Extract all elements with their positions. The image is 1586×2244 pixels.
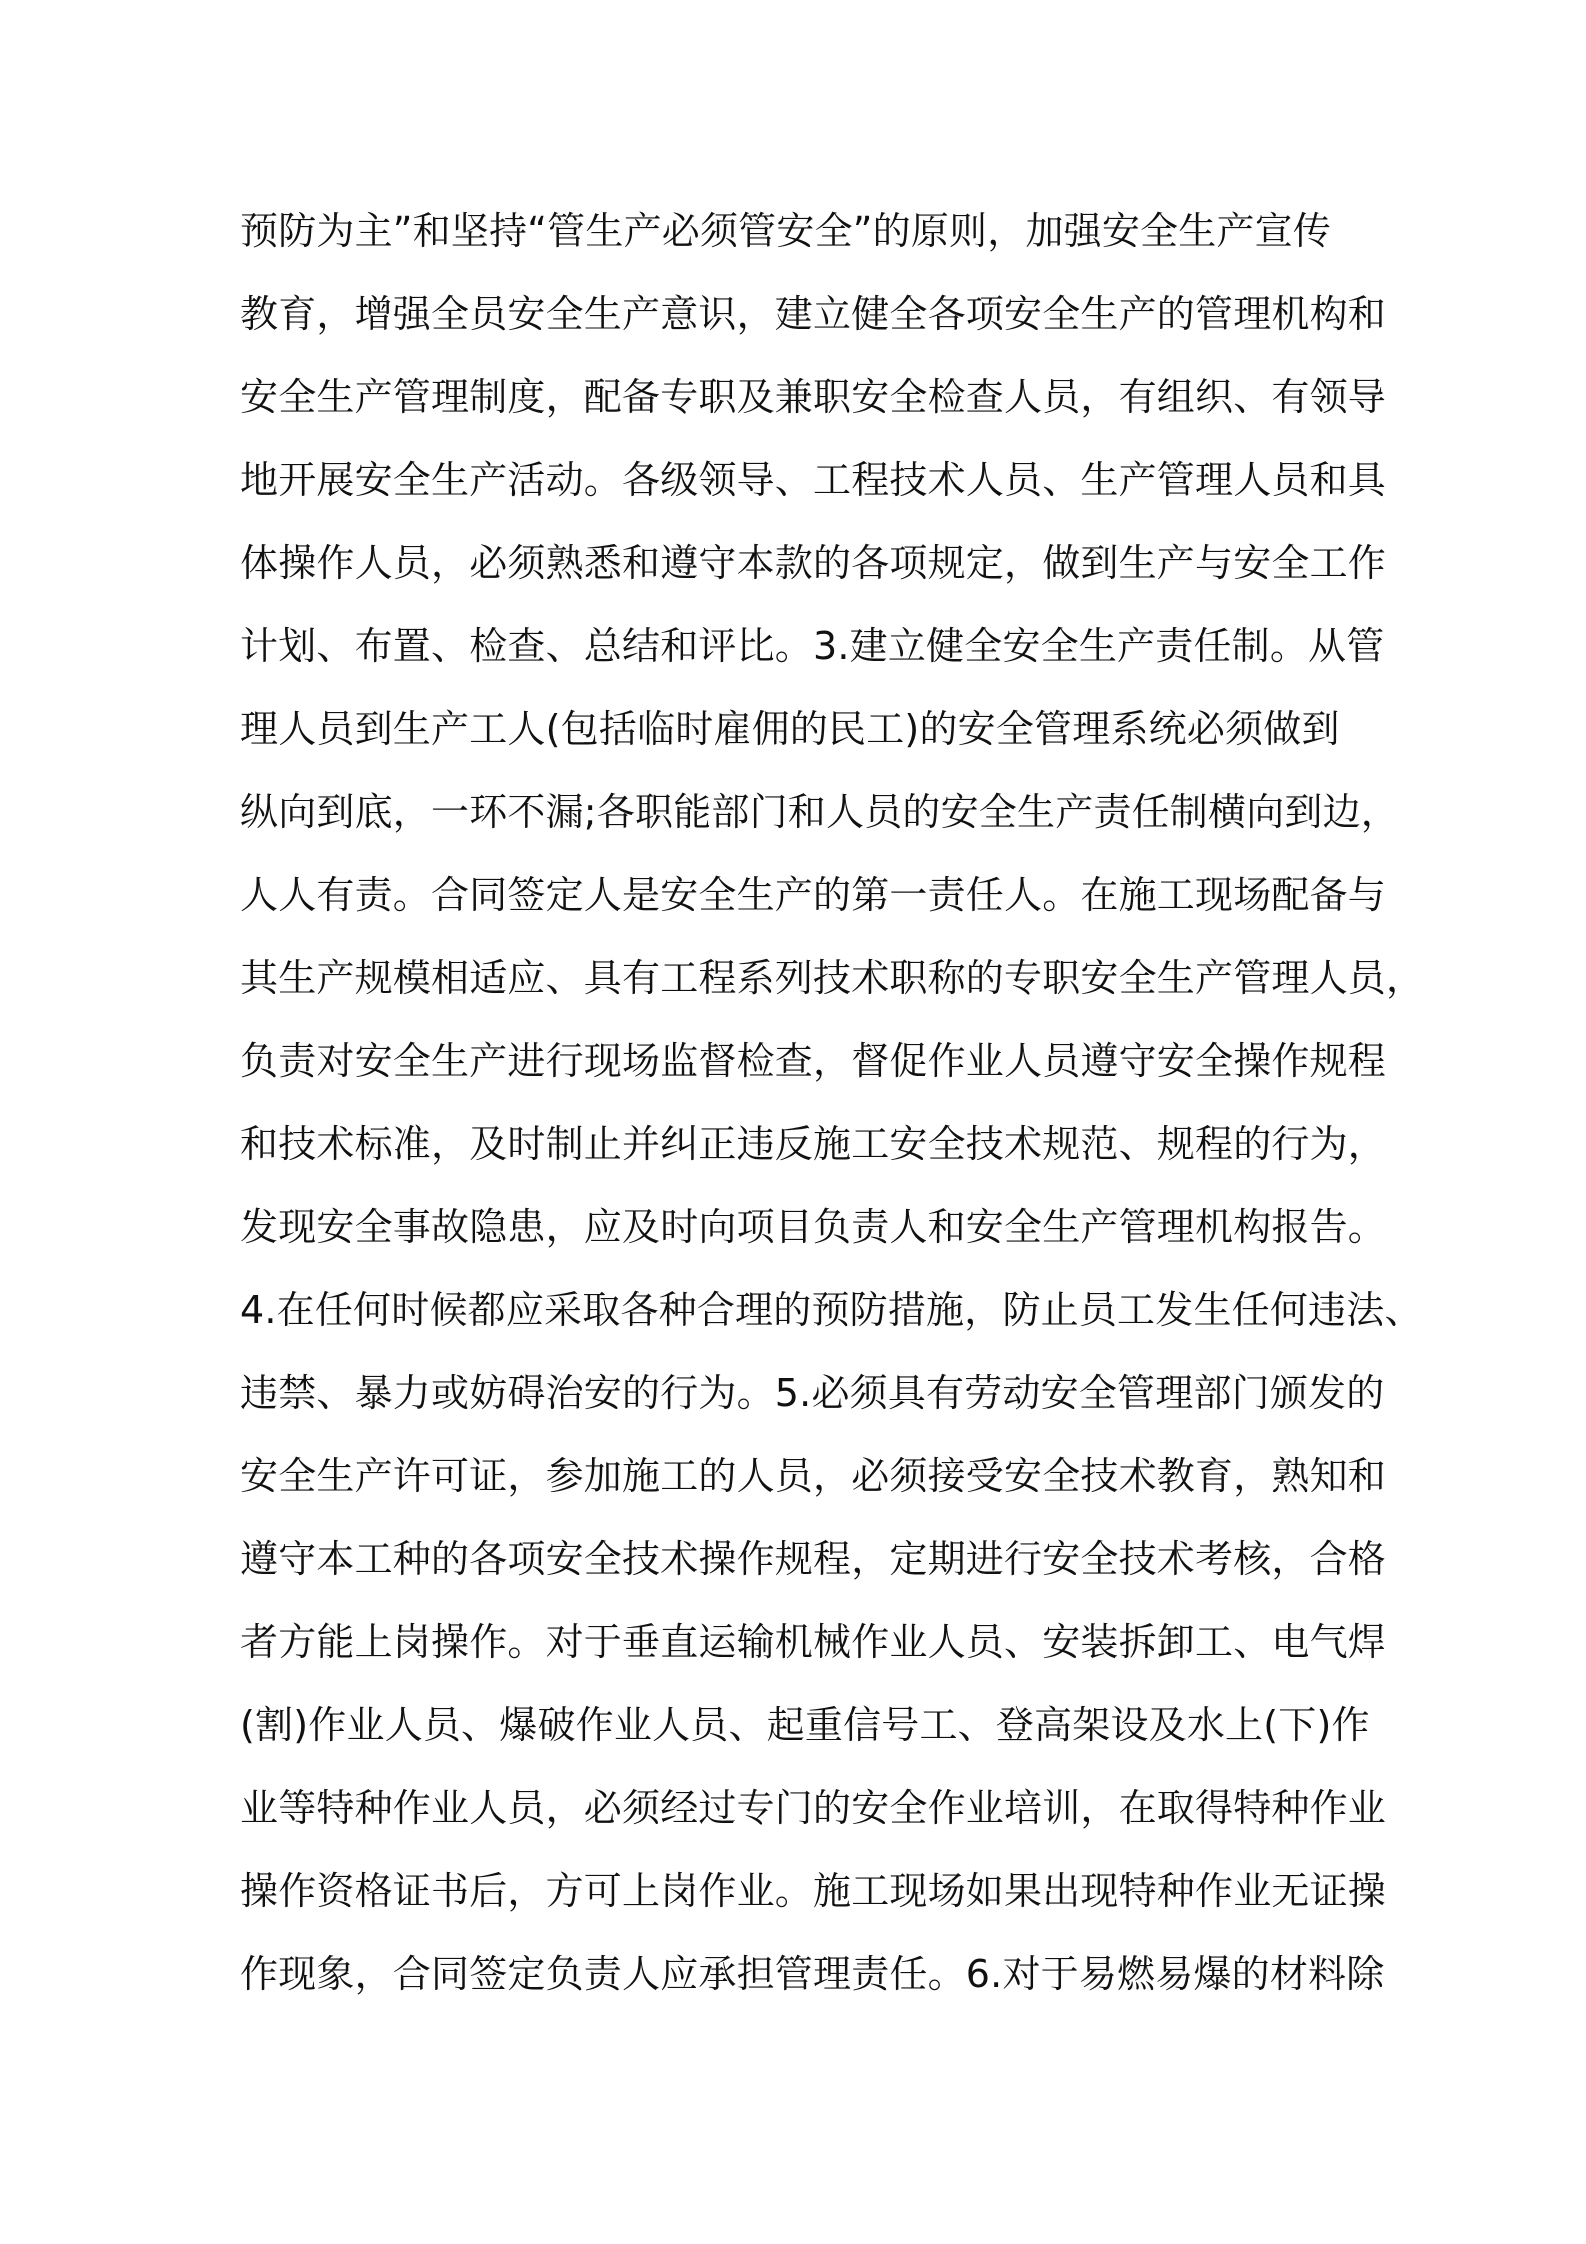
text-line: 作现象，合同签定负责人应承担管理责任。6.对于易燃易爆的材料除	[240, 1952, 1385, 1996]
text-line: (割)作业人员、爆破作业人员、起重信号工、登高架设及水上(下)作	[240, 1703, 1370, 1747]
text-line: 教育，增强全员安全生产意识，建立健全各项安全生产的管理机构和	[240, 292, 1387, 336]
text-line: 人人有责。合同签定人是安全生产的第一责任人。在施工现场配备与	[240, 873, 1387, 917]
text-line: 计划、布置、检查、总结和评比。3.建立健全安全生产责任制。从管	[240, 624, 1385, 668]
text-line: 安全生产管理制度，配备专职及兼职安全检查人员，有组织、有领导	[240, 375, 1387, 419]
text-line: 4.在任何时候都应采取各种合理的预防措施，防止员工发生任何违法、	[240, 1288, 1423, 1332]
text-line: 体操作人员，必须熟悉和遵守本款的各项规定，做到生产与安全工作	[240, 541, 1387, 585]
text-line: 者方能上岗操作。对于垂直运输机械作业人员、安装拆卸工、电气焊	[240, 1620, 1387, 1664]
text-line: 纵向到底，一环不漏;各职能部门和人员的安全生产责任制横向到边，	[240, 790, 1400, 834]
text-line: 操作资格证书后，方可上岗作业。施工现场如果出现特种作业无证操	[240, 1869, 1387, 1913]
text-line: 遵守本工种的各项安全技术操作规程，定期进行安全技术考核，合格	[240, 1537, 1387, 1581]
text-line: 理人员到生产工人(包括临时雇佣的民工)的安全管理系统必须做到	[240, 707, 1340, 751]
text-line: 预防为主”和坚持“管生产必须管安全”的原则，加强安全生产宣传	[240, 209, 1332, 253]
text-line: 违禁、暴力或妨碍治安的行为。5.必须具有劳动安全管理部门颁发的	[240, 1371, 1385, 1415]
text-line: 业等特种作业人员，必须经过专门的安全作业培训，在取得特种作业	[240, 1786, 1387, 1830]
text-line: 地开展安全生产活动。各级领导、工程技术人员、生产管理人员和具	[240, 458, 1387, 502]
text-line: 其生产规模相适应、具有工程系列技术职称的专职安全生产管理人员，	[240, 956, 1425, 1000]
body-text	[240, 190, 1425, 2016]
text-line: 发现安全事故隐患，应及时向项目负责人和安全生产管理机构报告。	[240, 1205, 1387, 1249]
text-line: 和技术标准，及时制止并纠正违反施工安全技术规范、规程的行为，	[240, 1122, 1387, 1166]
text-line: 负责对安全生产进行现场监督检查，督促作业人员遵守安全操作规程	[240, 1039, 1387, 1083]
text-line: 安全生产许可证，参加施工的人员，必须接受安全技术教育，熟知和	[240, 1454, 1387, 1498]
